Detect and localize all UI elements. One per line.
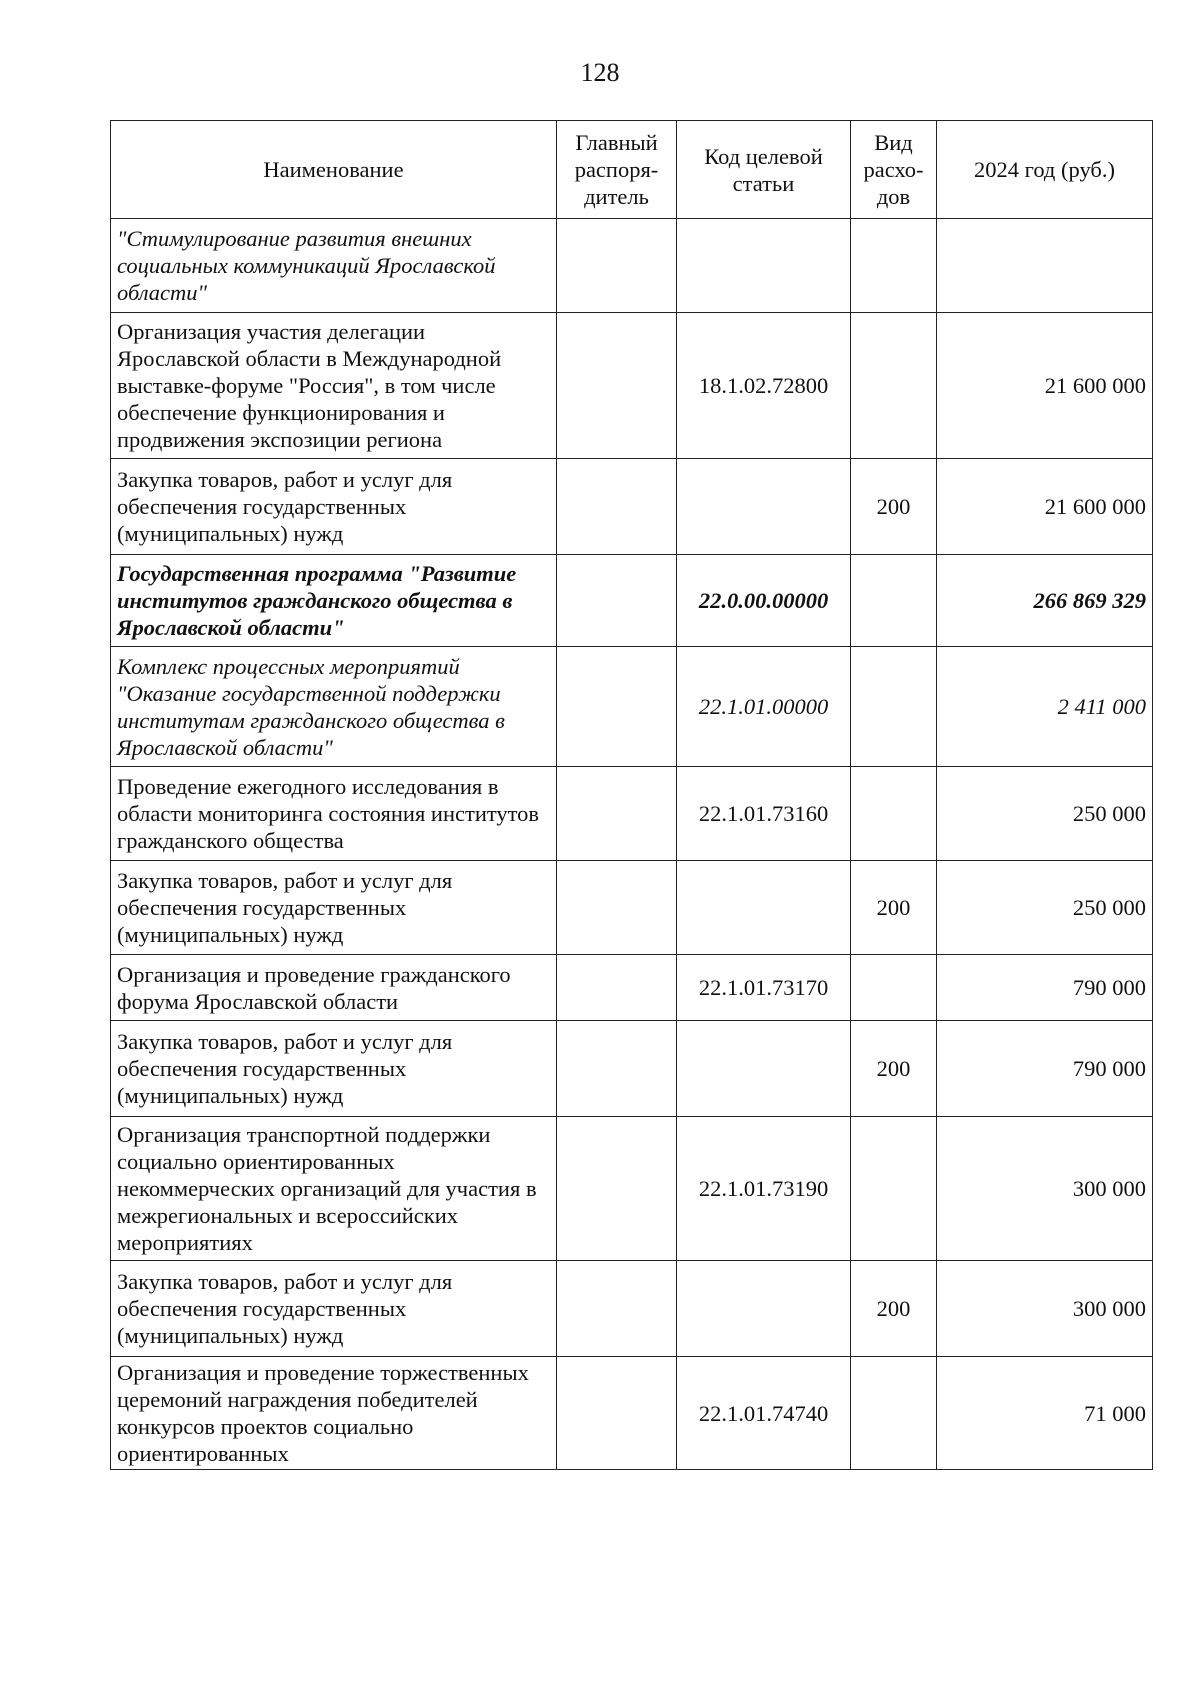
cell-expense-type [851, 1357, 937, 1470]
cell-target-code: 22.1.01.73160 [677, 767, 851, 861]
page-number: 128 [580, 58, 620, 87]
cell-amount: 266 869 329 [937, 555, 1153, 647]
cell-name: Организация и проведение гражданского форума Ярославской области [111, 955, 557, 1021]
budget-table [110, 120, 1153, 1470]
cell-expense-type [851, 313, 937, 459]
cell-amount: 300 000 [937, 1261, 1153, 1357]
cell-main-manager [557, 459, 677, 555]
cell-name: Закупка товаров, работ и услуг для обеспечения государственных (муниципальных) нужд [111, 1021, 557, 1117]
cell-name: Закупка товаров, работ и услуг для обеспечения государственных (муниципальных) нужд [111, 861, 557, 955]
table-row [111, 1261, 1153, 1357]
cell-target-code: 22.1.01.74740 [677, 1357, 851, 1470]
cell-expense-type [851, 219, 937, 313]
cell-target-code: 22.0.00.00000 [677, 555, 851, 647]
cell-target-code: 22.1.01.73190 [677, 1117, 851, 1261]
cell-expense-type: 200 [851, 1261, 937, 1357]
cell-target-code [677, 459, 851, 555]
table-row [111, 647, 1153, 767]
cell-amount: 250 000 [937, 767, 1153, 861]
header-target-code: Код целевой статьи [677, 121, 851, 219]
cell-main-manager [557, 1357, 677, 1470]
cell-expense-type: 200 [851, 459, 937, 555]
cell-amount: 250 000 [937, 861, 1153, 955]
cell-main-manager [557, 955, 677, 1021]
table-row [111, 861, 1153, 955]
cell-name: Организация участия делегации Ярославской области в Международной выставке-форуме "Россия", в том числе обеспечение функционирования и продвижения экспозиции региона [111, 313, 557, 459]
table-row [111, 555, 1153, 647]
cell-target-code [677, 1261, 851, 1357]
cell-name: Организация и проведение торжественных церемоний награждения победителей конкурсов проектов социально ориентированных [111, 1357, 557, 1470]
cell-main-manager [557, 313, 677, 459]
cell-target-code [677, 219, 851, 313]
header-name: Наименование [111, 121, 557, 219]
cell-expense-type [851, 647, 937, 767]
cell-expense-type [851, 1117, 937, 1261]
table-row [111, 767, 1153, 861]
cell-name: Организация транспортной поддержки социально ориентированных некоммерческих организаций для участия в межрегиональных и всероссийских мероприятиях [111, 1117, 557, 1261]
cell-amount: 790 000 [937, 1021, 1153, 1117]
cell-name: Закупка товаров, работ и услуг для обеспечения государственных (муниципальных) нужд [111, 1261, 557, 1357]
table-body [111, 219, 1153, 1470]
cell-expense-type [851, 555, 937, 647]
table-row [111, 1021, 1153, 1117]
cell-name: Комплекс процессных мероприятий "Оказание государственной поддержки институтам гражданского общества в Ярославской области" [111, 647, 557, 767]
cell-amount: 2 411 000 [937, 647, 1153, 767]
cell-target-code: 22.1.01.73170 [677, 955, 851, 1021]
cell-target-code: 18.1.02.72800 [677, 313, 851, 459]
table-row [111, 313, 1153, 459]
cell-main-manager [557, 1021, 677, 1117]
cell-expense-type [851, 767, 937, 861]
cell-main-manager [557, 1261, 677, 1357]
table-row [111, 219, 1153, 313]
cell-expense-type [851, 955, 937, 1021]
cell-target-code [677, 1021, 851, 1117]
cell-name: Закупка товаров, работ и услуг для обеспечения государственных (муниципальных) нужд [111, 459, 557, 555]
table-row [111, 955, 1153, 1021]
cell-main-manager [557, 767, 677, 861]
table-row [111, 1117, 1153, 1261]
cell-name: Проведение ежегодного исследования в области мониторинга состояния институтов гражданского общества [111, 767, 557, 861]
table-row [111, 1357, 1153, 1470]
cell-main-manager [557, 1117, 677, 1261]
cell-target-code: 22.1.01.00000 [677, 647, 851, 767]
cell-main-manager [557, 647, 677, 767]
cell-main-manager [557, 861, 677, 955]
header-row [111, 121, 1153, 219]
table-header [111, 121, 1153, 219]
cell-main-manager [557, 555, 677, 647]
cell-name: Государственная программа "Развитие институтов гражданского общества в Ярославской области" [111, 555, 557, 647]
cell-amount: 300 000 [937, 1117, 1153, 1261]
table-row [111, 459, 1153, 555]
cell-amount: 21 600 000 [937, 459, 1153, 555]
cell-amount [937, 219, 1153, 313]
cell-amount: 790 000 [937, 955, 1153, 1021]
cell-amount: 71 000 [937, 1357, 1153, 1470]
cell-expense-type: 200 [851, 1021, 937, 1117]
cell-amount: 21 600 000 [937, 313, 1153, 459]
header-expense-type: Вид расхо-дов [851, 121, 937, 219]
cell-name: "Стимулирование развития внешних социальных коммуникаций Ярославской области" [111, 219, 557, 313]
cell-main-manager [557, 219, 677, 313]
cell-target-code [677, 861, 851, 955]
cell-expense-type: 200 [851, 861, 937, 955]
header-main-manager: Главный распоря-дитель [557, 121, 677, 219]
header-amount-2024: 2024 год (руб.) [937, 121, 1153, 219]
